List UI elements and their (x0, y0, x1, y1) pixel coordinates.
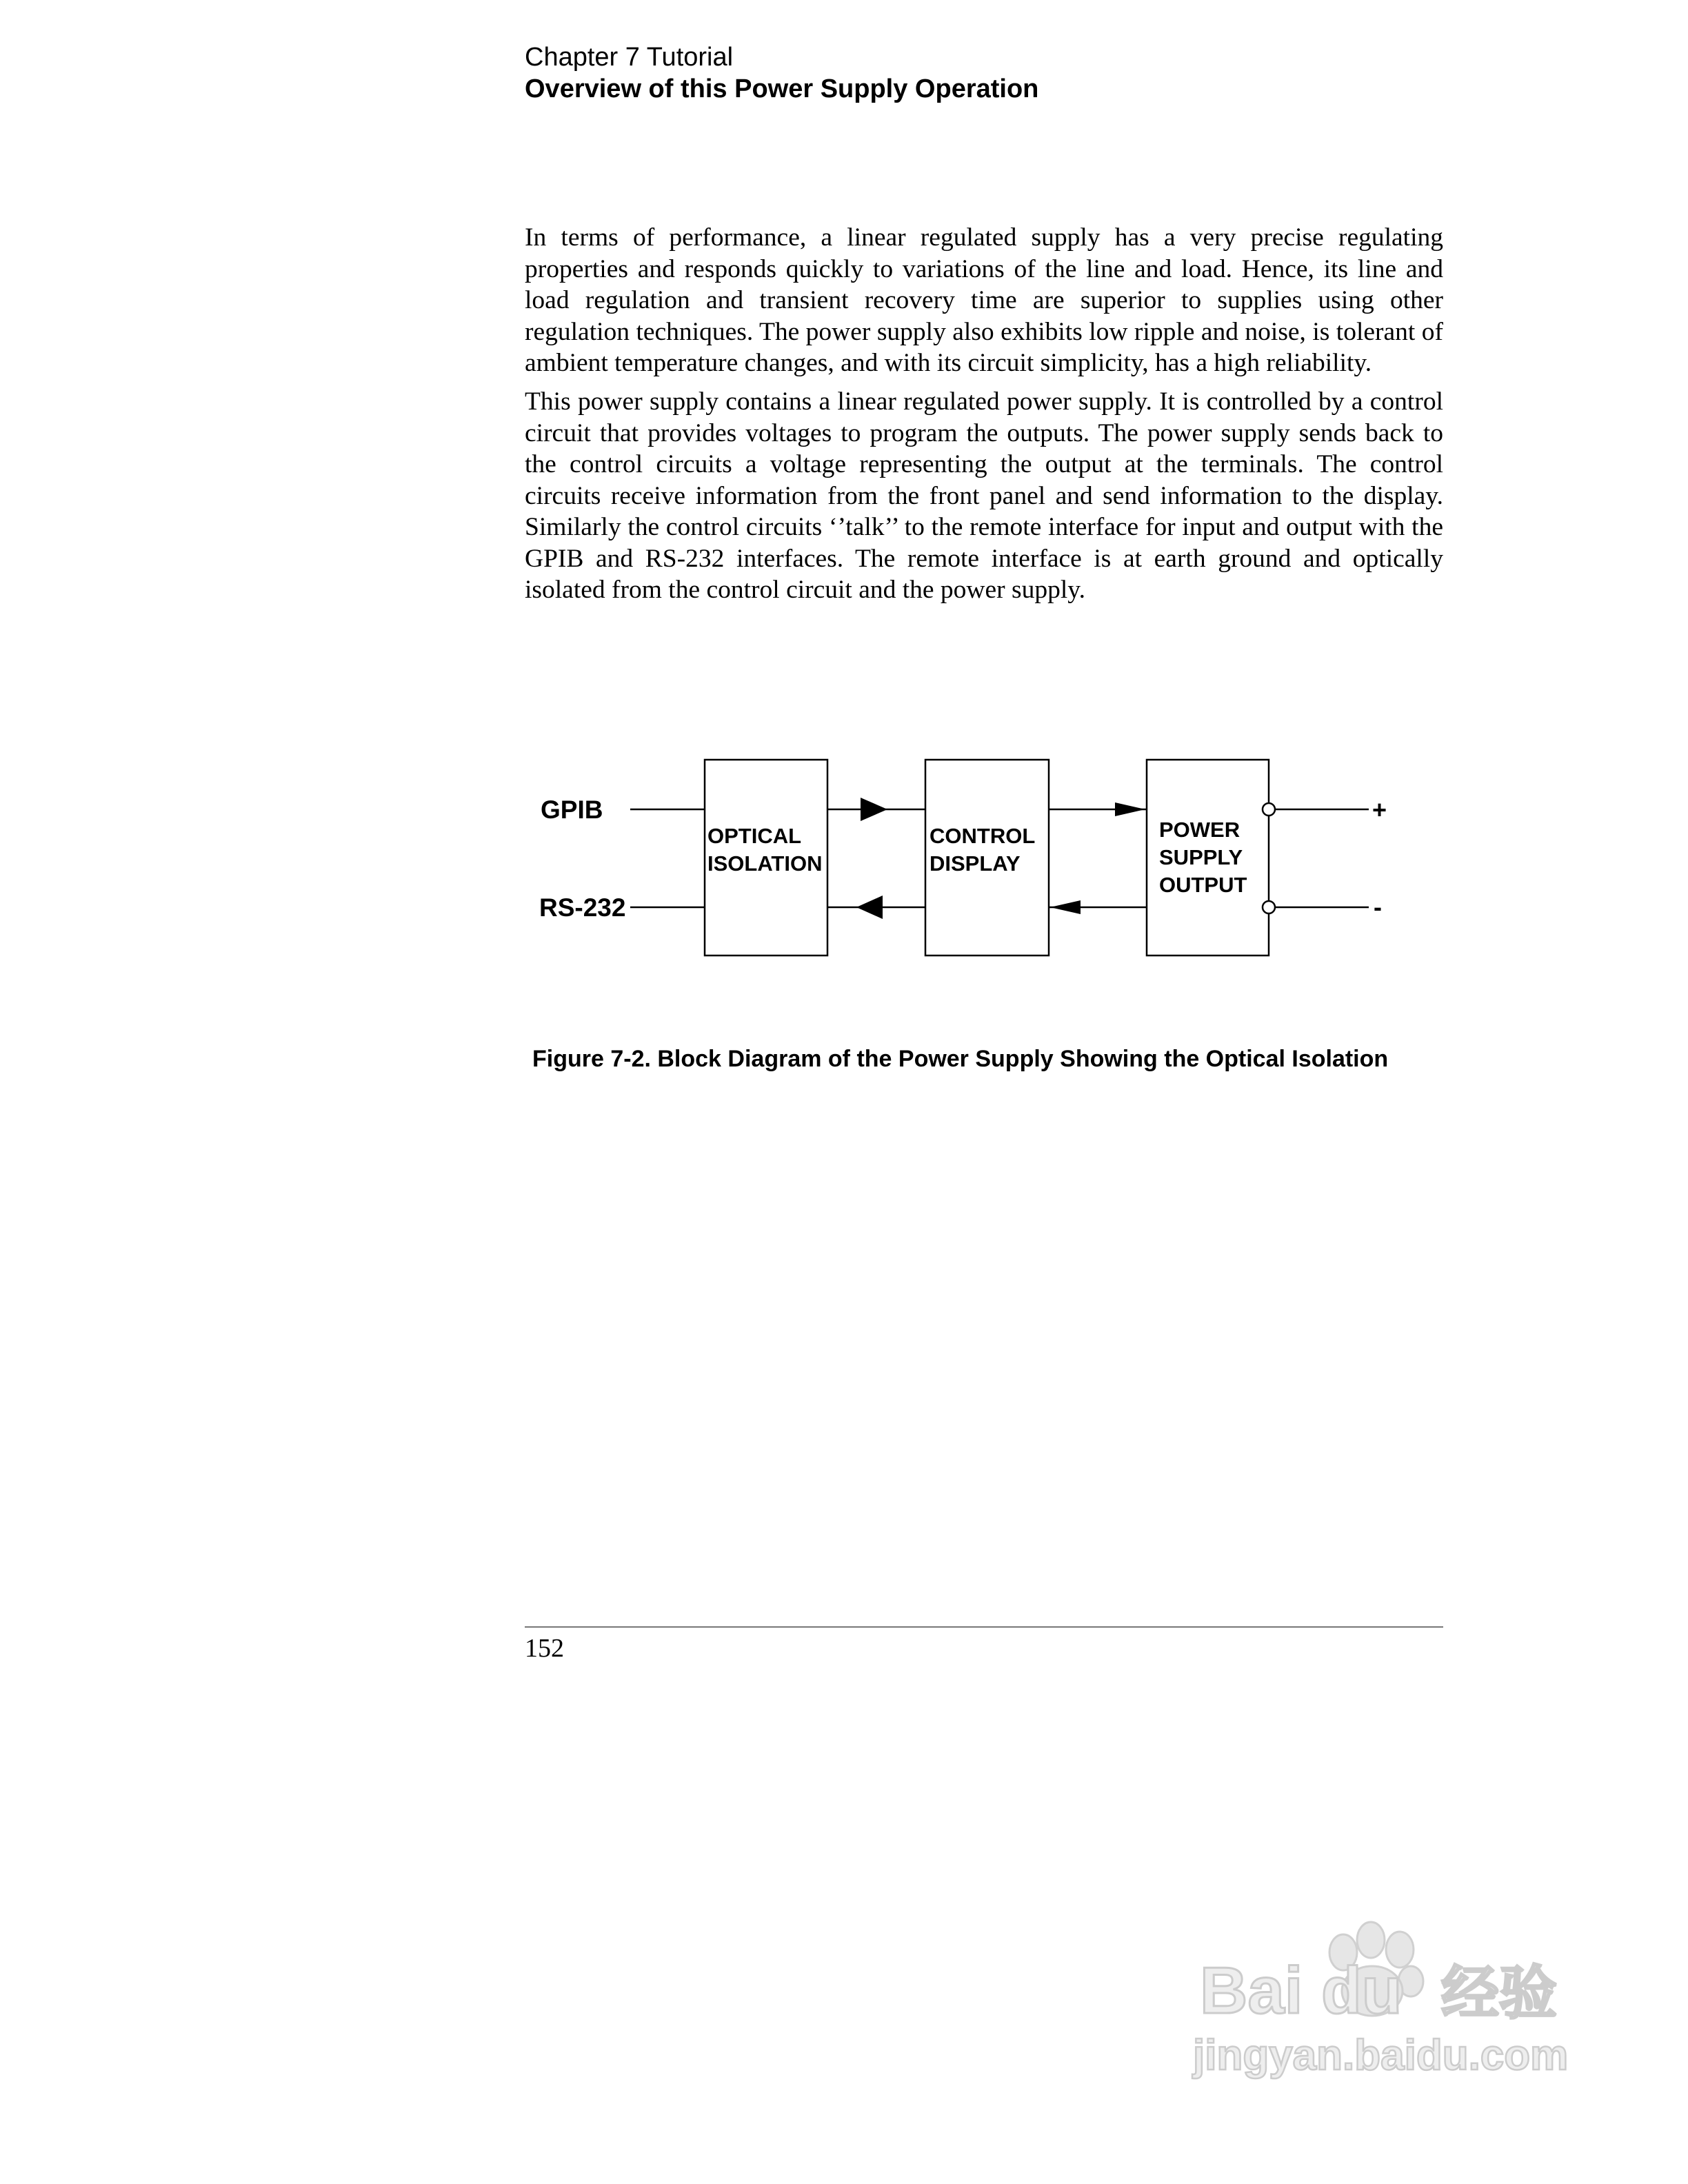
return-arrow-2 (1050, 900, 1081, 914)
chapter-heading: Chapter 7 Tutorial (525, 43, 734, 72)
power-block-label-line2: SUPPLY (1159, 845, 1243, 869)
figure-caption: Figure 7-2. Block Diagram of the Power Supply Showing the Optical Isolation (532, 1046, 1389, 1072)
baidu-watermark (1186, 1910, 1600, 2089)
footer-divider (525, 1626, 1443, 1628)
minus-terminal (1263, 901, 1275, 913)
power-block-label-line1: POWER (1159, 818, 1240, 842)
section-heading: Overview of this Power Supply Operation (525, 74, 1039, 103)
forward-arrow-2 (1115, 802, 1145, 816)
page-number: 152 (525, 1634, 564, 1663)
minus-terminal-label: - (1374, 893, 1382, 921)
watermark-url: jingyan.baidu.com (1193, 2032, 1569, 2079)
return-arrow-1 (856, 896, 883, 919)
gpib-label: GPIB (541, 796, 603, 824)
watermark-brand: Bai du (1200, 1954, 1403, 2028)
optical-block-label-line2: ISOLATION (707, 851, 823, 876)
forward-arrow-1 (861, 798, 887, 821)
block-diagram (510, 745, 1434, 972)
control-block-label-line1: CONTROL (930, 824, 1036, 848)
control-block-label-line2: DISPLAY (930, 851, 1021, 876)
watermark-brand-cn: 经验 (1441, 1961, 1558, 2025)
plus-terminal-label: + (1372, 796, 1387, 824)
plus-terminal (1263, 803, 1275, 816)
optical-block-label-line1: OPTICAL (707, 824, 802, 848)
power-block-label-line3: OUTPUT (1159, 873, 1247, 897)
rs232-label: RS-232 (539, 893, 626, 922)
body-paragraph-1: In terms of performance, a linear regulated supply has a very precise regulating properties and responds quickly to variations of the line and load. Hence, its line and load regulation and transient recovery time are superior to supplies using other regulation techniques. The power supply also exhibits low ripple and noise, is tolerant of ambient temperature changes, and with its circuit simplicity, has a high reliability. (525, 223, 1443, 377)
body-paragraph-2: This power supply contains a linear regulated power supply. It is controlled by a control circuit that provides voltages to program the outputs. The power supply sends back to the control circuits a voltage representing the output at the terminals. The control circuits receive information from the front panel and send information to the display. Similarly the control circuits ‘’talk’’ to the remote interface for input and output with the GPIB and RS-232 interfaces. The remote interface is at earth ground and optically isolated from the control circuit and the power supply. (525, 387, 1443, 604)
